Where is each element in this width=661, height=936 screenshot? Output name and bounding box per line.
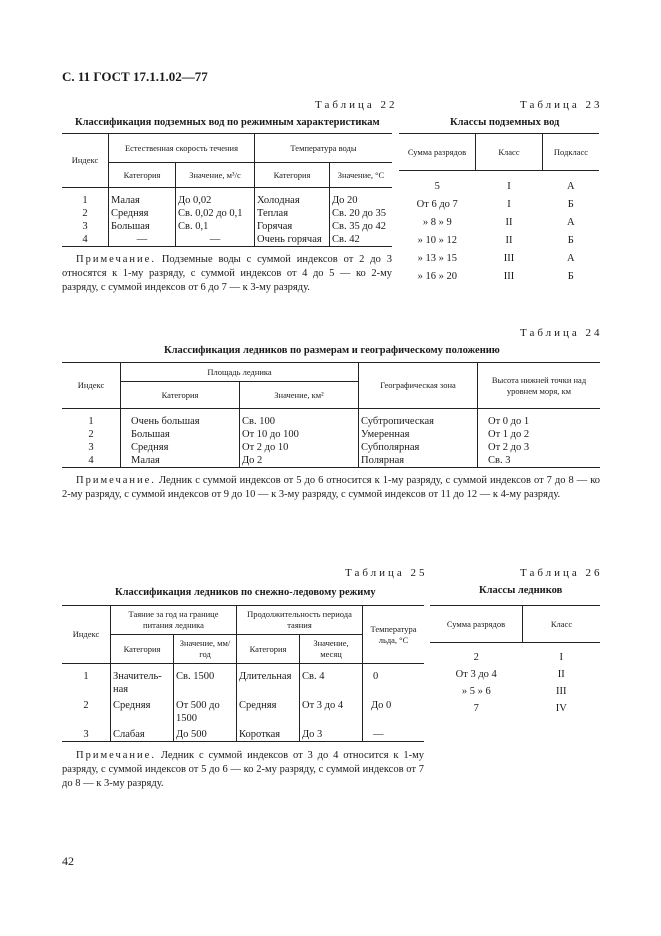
t22-header-val1: Значение, м³/с	[176, 163, 255, 188]
table-23-title: Классы подземных вод	[450, 117, 560, 128]
table-23	[399, 133, 599, 285]
t25-header-val1: Значение, мм/год	[174, 635, 237, 664]
t26-header-class: Класс	[523, 606, 601, 643]
t22-header-index: Индекс	[62, 134, 109, 188]
t24-header-height: Высота нижней точки над уровнем моря, км	[478, 363, 601, 409]
t25-header-cat1: Категория	[111, 635, 174, 664]
table-row: 2 Большая От 10 до 100 Умеренная От 1 до 2	[62, 428, 600, 441]
table-row: 7 IV	[473, 703, 567, 714]
table-row: 1 Малая До 0,02 Холодная До 20	[62, 194, 392, 207]
page-header: С. 11 ГОСТ 17.1.1.02—77	[62, 69, 208, 84]
page-number: 42	[62, 854, 74, 868]
t22-header-temp: Температура воды	[255, 134, 393, 163]
table-26-title: Классы ледников	[479, 585, 563, 596]
t23-header-sum: Сумма разрядов	[399, 134, 476, 171]
table-row: 1 Значитель-ная Св. 1500 Длительная Св. 4 0	[62, 670, 424, 696]
t25-header-index: Индекс	[62, 606, 111, 664]
table-row: 4 Малая До 2 Полярная Св. 3	[62, 454, 600, 468]
t24-header-index: Индекс	[62, 363, 121, 409]
t22-header-cat1: Категория	[109, 163, 176, 188]
table-row: » 10 » 12 II Б	[417, 234, 574, 246]
t24-header-area: Площадь ледника	[121, 363, 359, 382]
t23-header-sub: Подкласс	[543, 134, 600, 171]
t25-header-temp: Температура льда, °С	[363, 606, 425, 664]
table-row: 2 Средняя Св. 0,02 до 0,1 Теплая Св. 20 до 35	[62, 207, 392, 220]
table-row: 1 Очень большая Св. 100 Субтропическая От 0 до 1	[62, 415, 600, 428]
table-row: » 16 » 20 III Б	[417, 270, 574, 282]
note-22: Примечание. Подземные воды с суммой индексов от 2 до 3 относятся к 1-му разряду, с суммой индексов от 4 до 5 — ко 2-му разряду, с суммой индексов от 6 до 7 — к 3-му разряду.	[62, 254, 392, 293]
note-24: Примечание. Ледник с суммой индексов от 5 до 6 относится к 1-му разряду, с суммой индексов от 7 до 8 — ко 2-му разряду, с суммой индексов от 9 до 10 — к 3-му разряду, с суммой индексов от 11 до 12 — к 4-му разряду.	[62, 475, 601, 500]
table-24	[62, 362, 600, 468]
table-22-label: Таблица 22	[315, 99, 398, 111]
table-row: От 3 до 4 II	[455, 669, 565, 680]
table-row: 2 I	[473, 652, 563, 663]
t22-header-val2: Значение, °С	[330, 163, 393, 188]
table-row: » 13 » 15 III А	[417, 252, 575, 264]
table-row: От 6 до 7 I Б	[416, 198, 574, 210]
table-row: 4 — — Очень горячая Св. 42	[62, 233, 392, 247]
table-row: 3 Большая Св. 0,1 Горячая Св. 35 до 42	[62, 220, 392, 233]
table-25	[62, 605, 424, 742]
table-row: » 8 » 9 II А	[422, 216, 575, 228]
table-25-label: Таблица 25	[345, 567, 428, 579]
t22-header-speed: Естественная скорость течения	[109, 134, 255, 163]
t24-header-geo: Географическая зона	[359, 363, 478, 409]
note-25: Примечание. Ледник с суммой индексов от 3 до 4 относится к 1-му разряду, с суммой индексов от 5 до 6 — ко 2-му разряду, с суммой индексов от 7 до 8 — к 3-му разряду.	[62, 750, 425, 789]
table-row: 5 I А	[434, 180, 575, 192]
table-24-title: Классификация ледников по размерам и географическому положению	[164, 345, 500, 356]
table-22-title: Классификация подземных вод по режимным характеристикам	[75, 117, 380, 128]
t24-header-cat: Категория	[121, 382, 240, 409]
t25-header-melt: Таяние за год на границе питания ледника	[111, 606, 237, 635]
t24-header-val: Значение, км²	[240, 382, 359, 409]
t26-header-sum: Сумма разрядов	[430, 606, 523, 643]
table-25-title: Классификация ледников по снежно-ледовому режиму	[115, 587, 376, 598]
t25-header-cat2: Категория	[237, 635, 300, 664]
t23-header-class: Класс	[476, 134, 543, 171]
t25-header-val2: Значение, месяц	[300, 635, 363, 664]
t25-header-dur: Продолжительность периода таяния	[237, 606, 363, 635]
table-row: 2 Средняя От 500 до 1500 Средняя От 3 до 4 До 0	[62, 699, 424, 725]
table-row: 3 Средняя От 2 до 10 Субполярная От 2 до 3	[62, 441, 600, 454]
table-row: 3 Слабая До 500 Короткая До 3 —	[62, 728, 424, 742]
table-row: » 5 » 6 III	[461, 686, 567, 697]
table-26-label: Таблица 26	[520, 567, 603, 579]
table-22	[62, 133, 392, 247]
t22-header-cat2: Категория	[255, 163, 330, 188]
table-23-label: Таблица 23	[520, 99, 603, 111]
table-24-label: Таблица 24	[520, 327, 603, 339]
table-26	[430, 605, 600, 717]
